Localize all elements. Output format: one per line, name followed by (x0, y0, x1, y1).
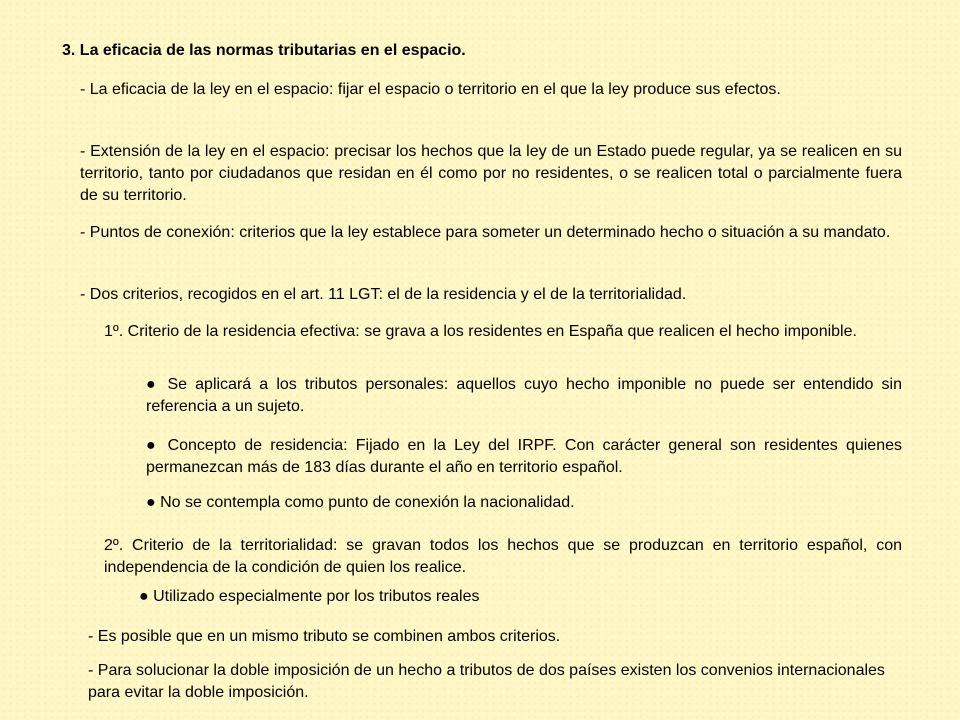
bullet-concepto-residencia: ● Concepto de residencia: Fijado en la Ley del IRPF. Con carácter general son residentes quienes permanezcan más de 183 días durante el año en territorio español. (146, 437, 902, 476)
criterion-residencia: 1º. Criterio de la residencia efectiva: se grava a los residentes en España que realicen el hecho imponible. (104, 323, 857, 340)
criterion-territorialidad: 2º. Criterio de la territorialidad: se gravan todos los hechos que se produzcan en territorio español, con independencia de la condición de quien los realice. (104, 537, 902, 576)
slide-title: 3. La eficacia de las normas tributarias en el espacio. (62, 42, 466, 59)
paragraph-eficacia: - La eficacia de la ley en el espacio: fijar el espacio o territorio en el que la ley produce sus efectos. (80, 81, 781, 98)
paragraph-dos-criterios: - Dos criterios, recogidos en el art. 11 LGT: el de la residencia y el de la territorialidad. (80, 286, 687, 303)
paragraph-puntos-conexion: - Puntos de conexión: criterios que la ley establece para someter un determinado hecho o situación a su mandato. (80, 224, 891, 241)
paragraph-combinacion: - Es posible que en un mismo tributo se combinen ambos criterios. (88, 628, 561, 645)
paragraph-doble-imposicion: - Para solucionar la doble imposición de un hecho a tributos de dos países existen los convenios internacionales para evitar la doble imposición. (88, 662, 885, 701)
paragraph-extension: - Extensión de la ley en el espacio: precisar los hechos que la ley de un Estado puede regular, ya se realicen en su territorio, tanto por ciudadanos que residan en él como por no residentes, o se realicen total o parcialmente fuera de su territorio. (80, 143, 902, 204)
bullet-nacionalidad: ● No se contempla como punto de conexión la nacionalidad. (146, 494, 575, 511)
bullet-tributos-personales: ● Se aplicará a los tributos personales: aquellos cuyo hecho imponible no puede ser entendido sin referencia a un sujeto. (146, 376, 902, 415)
bullet-tributos-reales: ● Utilizado especialmente por los tributos reales (139, 588, 480, 605)
